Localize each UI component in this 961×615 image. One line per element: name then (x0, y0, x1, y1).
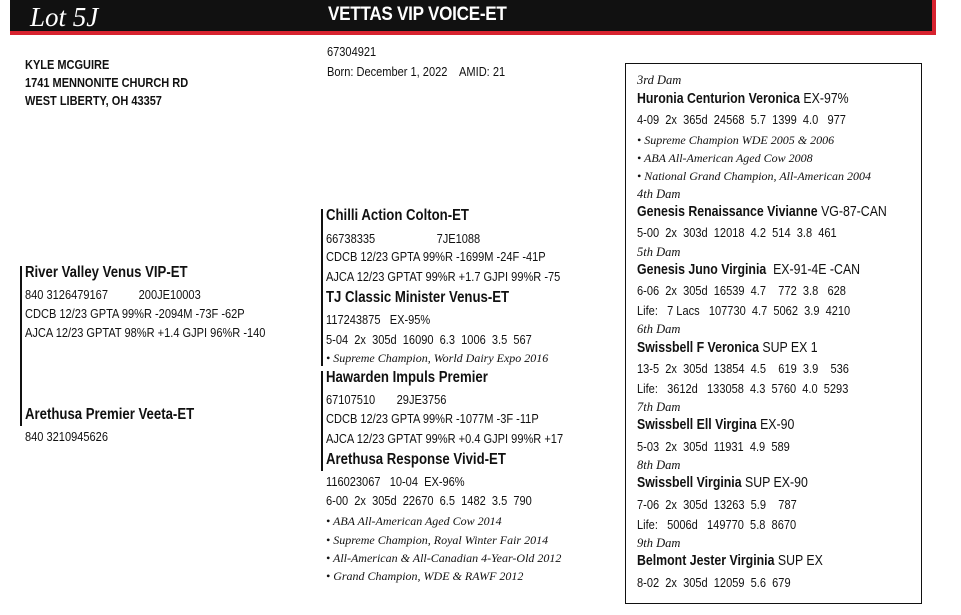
dam-id: 840 3210945626 (25, 429, 108, 444)
consignor-name: KYLE MCGUIRE (25, 58, 110, 72)
sire-dam-note: • Supreme Champion, World Dairy Expo 2016 (326, 351, 549, 365)
sire-dam-id: 117243875 EX-95% (326, 312, 431, 327)
sire-sire-cdcb: CDCB 12/23 GPTA 99%R -1699M -24F -41P (326, 249, 546, 264)
dam-name: Genesis Renaissance Vivianne VG-87-CAN (637, 204, 887, 220)
dam-label: 6th Dam (637, 322, 681, 336)
dam-label: 9th Dam (637, 536, 681, 550)
sire-ajca: AJCA 12/23 GPTAT 98%R +1.4 GJPI 96%R -140 (25, 325, 266, 340)
dam-record: 13-5 2x 305d 13854 4.5 619 3.9 536 (637, 361, 849, 376)
sire-bracket (20, 266, 22, 426)
dam-note: • ABA All-American Aged Cow 2008 (637, 151, 813, 165)
dam-sire-bracket (321, 371, 323, 471)
sire-cdcb: CDCB 12/23 GPTA 99%R -2094M -73F -62P (25, 306, 245, 321)
animal-name: VETTAS VIP VOICE-ET (328, 4, 507, 25)
dam-dam-note: • Grand Champion, WDE & RAWF 2012 (326, 569, 524, 583)
dam-name: Swissbell F Veronica SUP EX 1 (637, 340, 818, 356)
dam-record: 6-06 2x 305d 16539 4.7 772 3.8 628 (637, 283, 846, 298)
sire-sire-name: Chilli Action Colton-ET (326, 207, 469, 224)
dam-name: Swissbell Virginia SUP EX-90 (637, 475, 808, 491)
sire-name: River Valley Venus VIP-ET (25, 264, 188, 281)
sire-dam-name: TJ Classic Minister Venus-ET (326, 289, 510, 306)
dam-note: • National Grand Champion, All-American 2004 (637, 169, 871, 183)
dam-record: 4-09 2x 365d 24568 5.7 1399 4.0 977 (637, 112, 846, 127)
dam-dam-note: • Supreme Champion, Royal Winter Fair 2014 (326, 533, 549, 547)
dam-record: 5-00 2x 303d 12018 4.2 514 3.8 461 (637, 225, 837, 240)
dam-name: Genesis Juno Virginia EX-91-4E -CAN (637, 262, 861, 278)
dam-lifetime: Life: 5006d 149770 5.8 8670 (637, 517, 797, 532)
dam-note: • Supreme Champion WDE 2005 & 2006 (637, 133, 835, 147)
dam-sire-ajca: AJCA 12/23 GPTAT 99%R +0.4 GJPI 99%R +17 (326, 431, 564, 446)
dam-label: 8th Dam (637, 458, 681, 472)
animal-reg: 67304921 (327, 44, 377, 59)
dam-label: 4th Dam (637, 187, 681, 201)
dam-lifetime: Life: 3612d 133058 4.3 5760 4.0 5293 (637, 381, 849, 396)
dam-sire-name: Hawarden Impuls Premier (326, 369, 488, 386)
dam-name: Arethusa Premier Veeta-ET (25, 406, 195, 423)
consignor-city: WEST LIBERTY, OH 43357 (25, 94, 162, 108)
dam-dam-note: • ABA All-American Aged Cow 2014 (326, 514, 502, 528)
dam-dam-note: • All-American & All-Canadian 4-Year-Old 2012 (326, 551, 562, 565)
sire-sire-bracket (321, 209, 323, 366)
dam-label: 7th Dam (637, 400, 681, 414)
dam-name: Swissbell Ell Virgina EX-90 (637, 417, 795, 433)
sire-sire-ajca: AJCA 12/23 GPTAT 99%R +1.7 GJPI 99%R -75 (326, 269, 561, 284)
dam-record: 8-02 2x 305d 12059 5.6 679 (637, 575, 791, 590)
dam-record: 7-06 2x 305d 13263 5.9 787 (637, 497, 797, 512)
dam-dam-id: 116023067 10-04 EX-96% (326, 474, 465, 489)
dam-sire-id: 67107510 29JE3756 (326, 392, 447, 407)
dam-record: 5-03 2x 305d 11931 4.9 589 (637, 439, 790, 454)
dam-label: 5th Dam (637, 245, 681, 259)
dam-lifetime: Life: 7 Lacs 107730 4.7 5062 3.9 4210 (637, 303, 851, 318)
dam-dam-record: 6-00 2x 305d 22670 6.5 1482 3.5 790 (326, 493, 532, 508)
sire-sire-id: 66738335 7JE1088 (326, 231, 481, 246)
consignor-address: 1741 MENNONITE CHURCH RD (25, 76, 189, 90)
dam-label: 3rd Dam (637, 73, 682, 87)
lot-number: Lot 5J (30, 2, 99, 32)
dam-sire-cdcb: CDCB 12/23 GPTA 99%R -1077M -3F -11P (326, 411, 539, 426)
dam-dam-name: Arethusa Response Vivid-ET (326, 451, 506, 468)
dam-name: Huronia Centurion Veronica EX-97% (637, 91, 849, 107)
sire-dam-record: 5-04 2x 305d 16090 6.3 1006 3.5 567 (326, 332, 532, 347)
dam-name: Belmont Jester Virginia SUP EX (637, 553, 823, 569)
animal-born: Born: December 1, 2022 AMID: 21 (327, 64, 506, 79)
sire-id: 840 3126479167 200JE10003 (25, 287, 201, 302)
